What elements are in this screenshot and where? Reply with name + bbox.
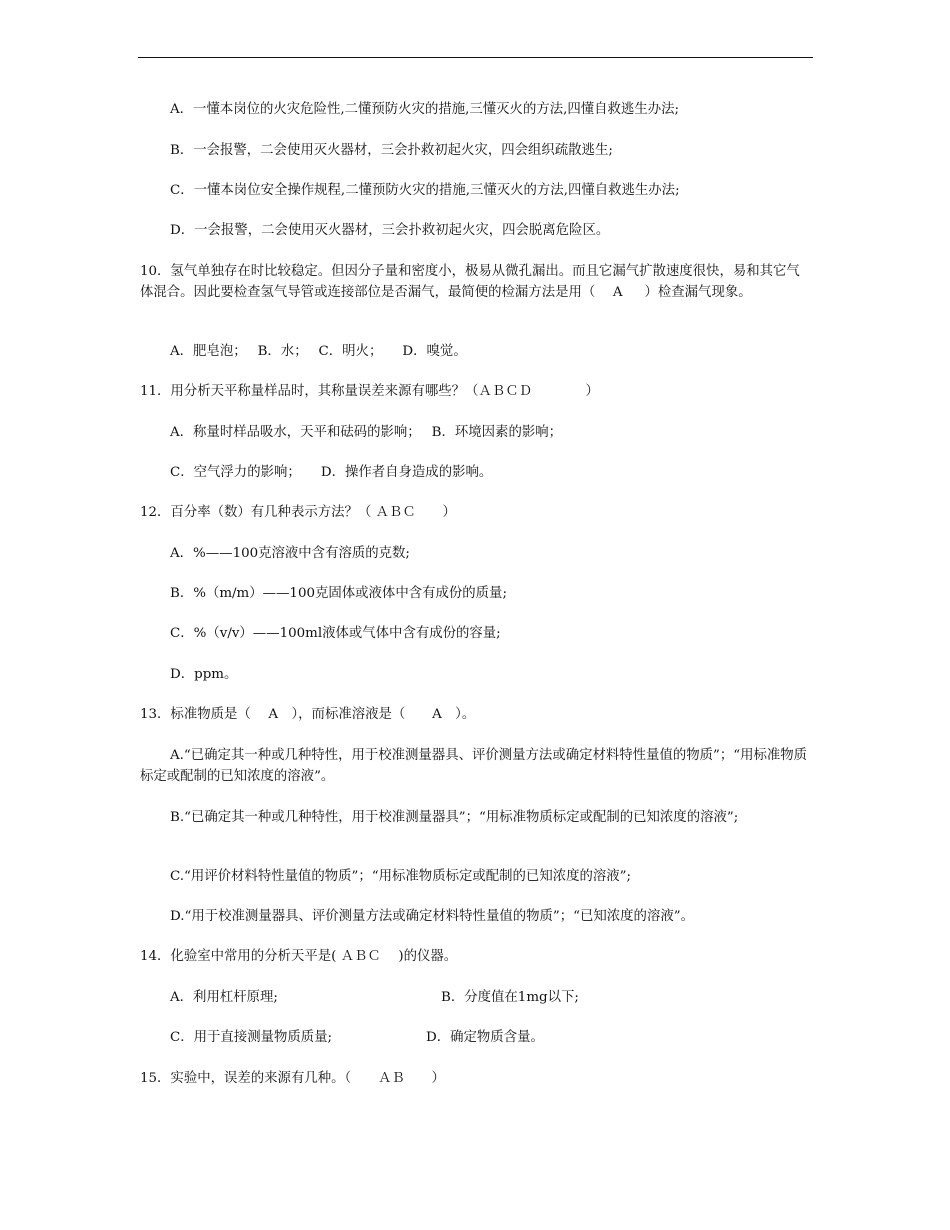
question-11-options-ab: A．称量时样品吸水，天平和砝码的影响； B．环境因素的影响；	[170, 425, 563, 440]
question-13-option-b: B.“已确定其一种或几种特性，用于校准测量器具”；“用标准物质标定或配制的已知浓度的溶液”;	[170, 810, 739, 825]
question-10-options: A．肥皂泡； B．水； C．明火； D．嗅觉。	[170, 344, 467, 359]
question-13-stem: 13．标准物质是（ A ），而标准溶液是（ A ）。	[140, 707, 476, 722]
question-14-option-b: B．分度值在1mg以下;	[441, 990, 579, 1005]
question-12-option-d: D．ppm。	[170, 667, 238, 682]
question-11-stem: 11．用分析天平称量样品时，其称量误差来源有哪些？（ＡＢＣＤ ）	[140, 384, 599, 399]
question-10-stem: 10．氢气单独存在时比较稳定。但因分子量和密度小，极易从微孔漏出。而且它漏气扩散速度很快，易和其它气体混合。因此要检查氢气导管或连接部位是否漏气，最简便的检漏方法是用（ A ）检查漏气现象。	[140, 264, 800, 300]
question-13-option-d: D.“用于校准测量器具、评价测量方法或确定材料特性量值的物质”；“已知浓度的溶液”。	[170, 909, 694, 924]
question-12-option-c: C．%（v/v）——100ml液体或气体中含有成份的容量;	[170, 626, 501, 641]
question-13-option-c: C.“用评价材料特性量值的物质”；“用标准物质标定或配制的已知浓度的溶液”;	[170, 869, 632, 884]
question-15-stem: 15．实验中，误差的来源有几种。（ ＡＢ ）	[140, 1071, 445, 1086]
question-14-stem: 14．化验室中常用的分析天平是( ＡＢＣ )的仪器。	[140, 949, 458, 964]
question-13-option-a: A.“已确定其一种或几种特性，用于校准测量器具、评价测量方法或确定材料特性量值的物质”；“用标准物质标定或配制的已知浓度的溶液”。	[140, 748, 808, 784]
question-11-options-cd: C．空气浮力的影响； D．操作者自身造成的影响。	[170, 465, 493, 480]
question-12-option-b: B．%（m/m）——100克固体或液体中含有成份的质量;	[170, 586, 507, 601]
question-14-option-a: A．利用杠杆原理;	[170, 990, 278, 1005]
question-12-stem: 12．百分率（数）有几种表示方法？（ ＡＢＣ ）	[140, 505, 456, 520]
option-a: A．一懂本岗位的火灾危险性,二懂预防火灾的措施,三懂灭火的方法,四懂自救逃生办法;	[170, 102, 680, 117]
option-c: C．一懂本岗位安全操作规程,二懂预防火灾的措施,三懂灭火的方法,四懂自救逃生办法;	[170, 183, 680, 198]
question-14-option-d: D．确定物质含量。	[426, 1030, 544, 1045]
option-b: B．一会报警，二会使用灭火器材，三会扑救初起火灾，四会组织疏散逃生;	[170, 143, 613, 158]
option-d: D．一会报警，二会使用灭火器材，三会扑救初起火灾，四会脱离危险区。	[170, 223, 610, 238]
question-12-option-a: A．%——100克溶液中含有溶质的克数;	[170, 546, 410, 561]
question-14-option-c: C．用于直接测量物质质量;	[170, 1030, 333, 1045]
